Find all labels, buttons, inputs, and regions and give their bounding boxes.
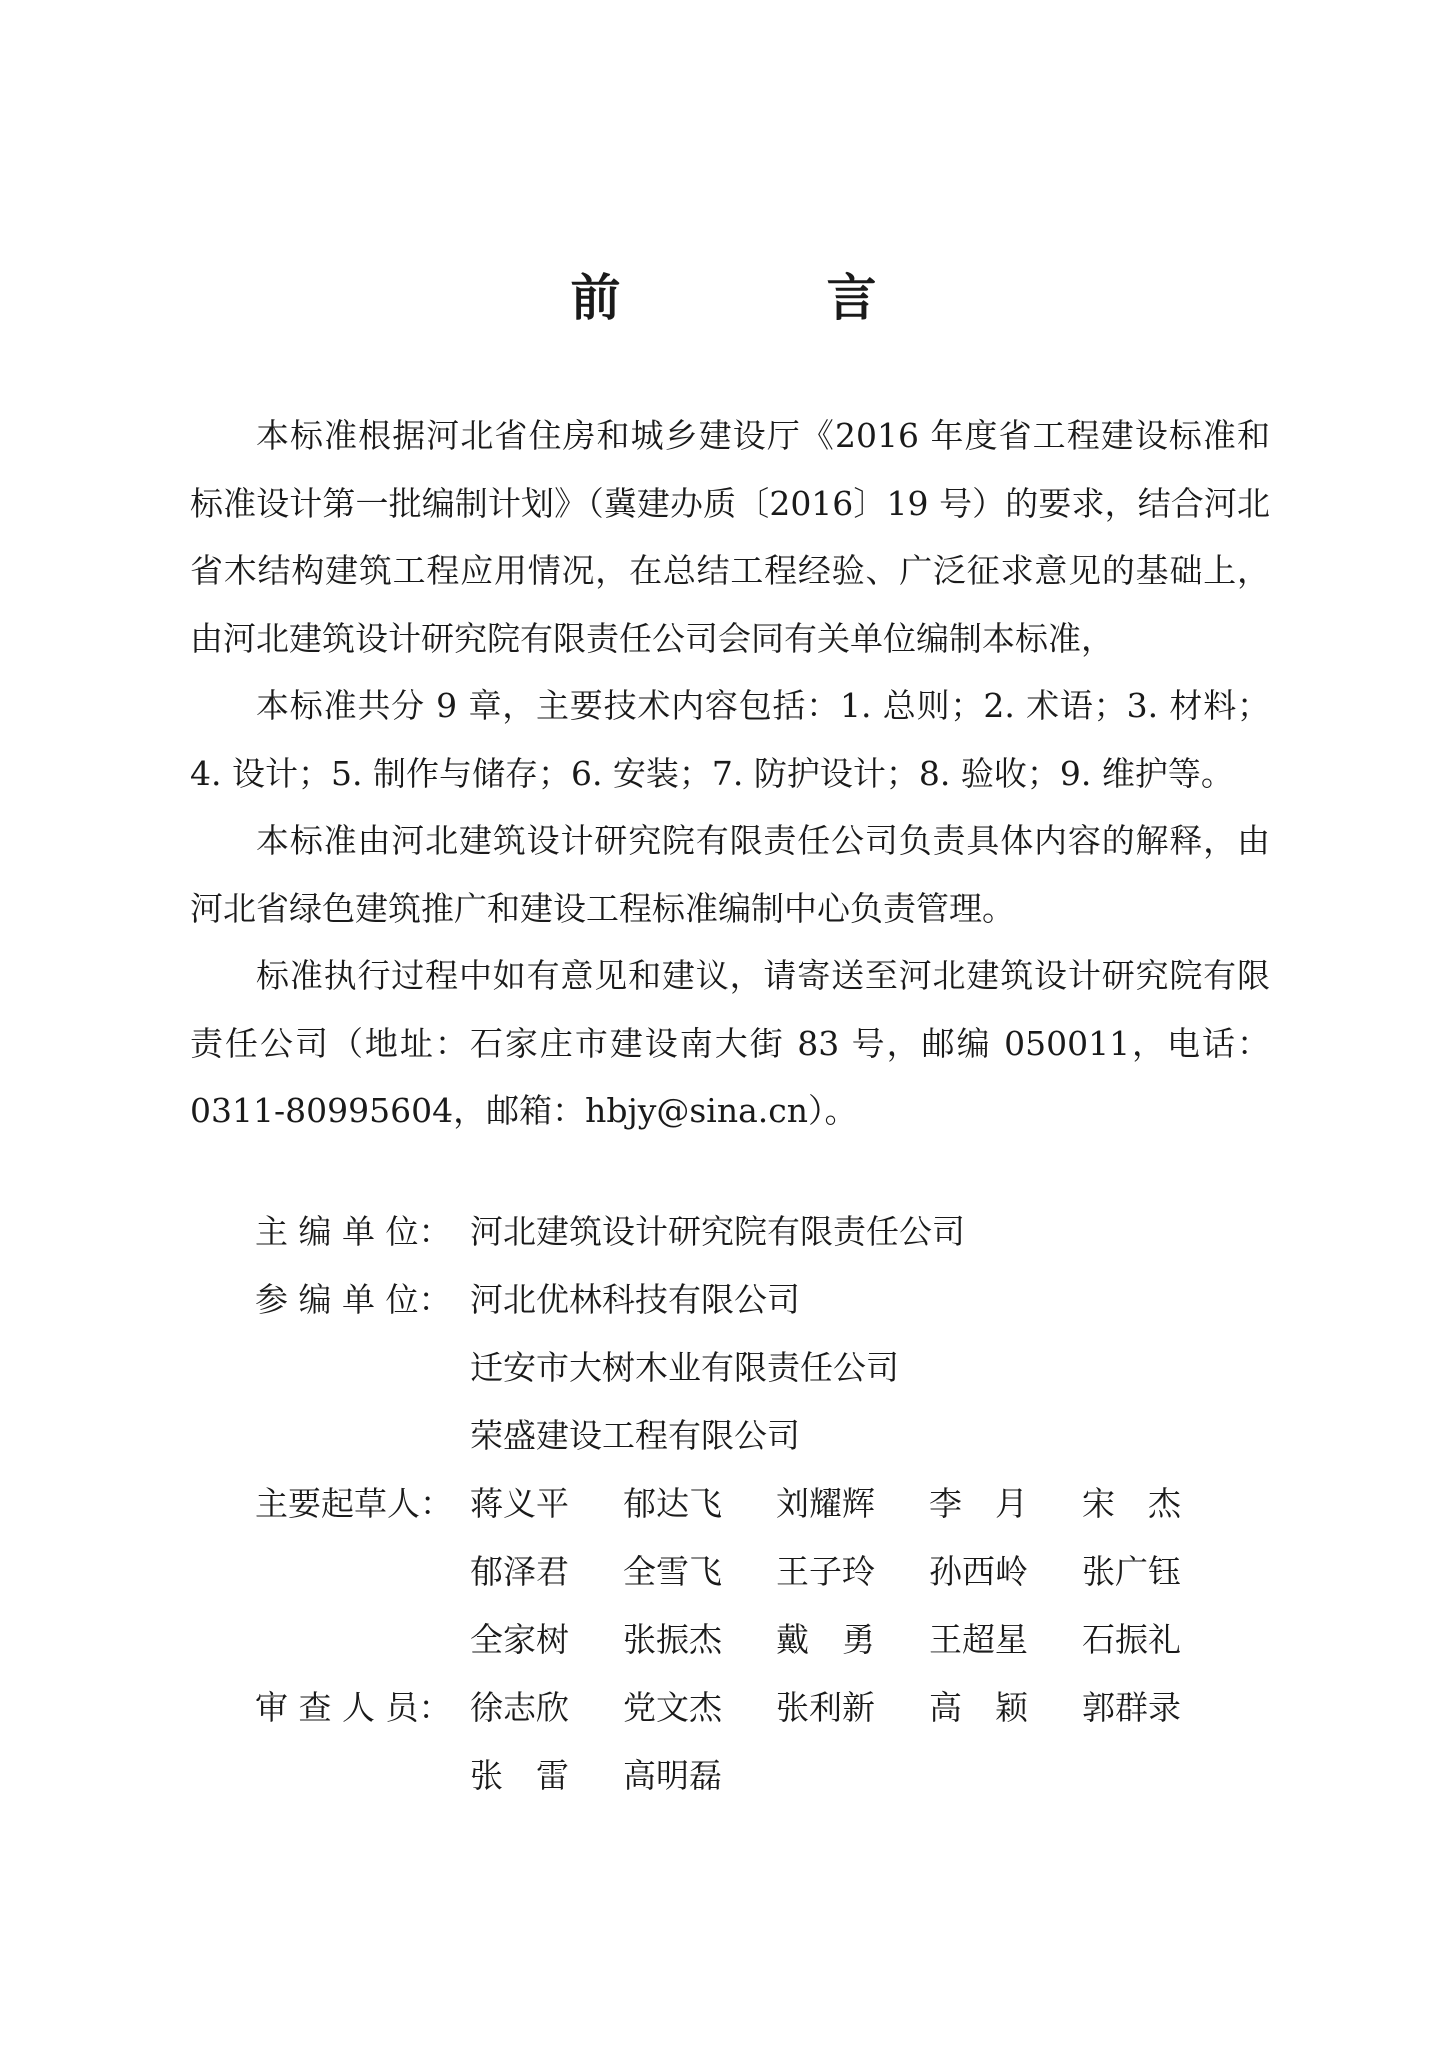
- credits-section: [255, 1198, 1275, 1810]
- drafter-name: 蒋义平: [470, 1484, 569, 1523]
- preface-paragraph-3: 本标准由河北建筑设计研究院有限责任公司负责具体内容的解释，由河北省绿色建筑推广和建设工程标准编制中心负责管理。: [190, 821, 1270, 928]
- reviewer-name: 高明磊: [623, 1756, 722, 1795]
- chief-unit-value: [470, 1198, 1275, 1266]
- participating-units-label: 参 编 单 位：: [255, 1280, 452, 1319]
- chief-unit-name: 河北建筑设计研究院有限责任公司: [470, 1212, 965, 1251]
- drafter-name: 张广钰: [1082, 1552, 1181, 1591]
- drafter-name: 张振杰: [623, 1620, 722, 1659]
- reviewers-list: [470, 1674, 1275, 1810]
- drafter-name: 刘耀辉: [776, 1484, 875, 1523]
- reviewer-name: 郭群录: [1082, 1688, 1181, 1727]
- reviewer-name: 党文杰: [623, 1688, 722, 1727]
- reviewer-name: 张 雷: [470, 1756, 569, 1795]
- drafter-name: 全雪飞: [623, 1552, 722, 1591]
- page-title: 前 言: [570, 268, 955, 327]
- drafter-name: 宋 杰: [1082, 1484, 1181, 1523]
- reviewer-name: 高 颖: [929, 1688, 1028, 1727]
- drafter-name: 孙西岭: [929, 1552, 1028, 1591]
- drafter-name: 郁泽君: [470, 1552, 569, 1591]
- drafter-name: 全家树: [470, 1620, 569, 1659]
- preface-paragraph-1: 本标准根据河北省住房和城乡建设厅《2016 年度省工程建设标准和标准设计第一批编制计划》（冀建办质〔2016〕19 号）的要求，结合河北省木结构建筑工程应用情况，在总结工程经验、广泛征求意见的基础上，由河北建筑设计研究院有限责任公司会同有关单位编制本标准，: [190, 416, 1270, 658]
- drafter-name: 王子玲: [776, 1552, 875, 1591]
- reviewer-name: 张利新: [776, 1688, 875, 1727]
- preface-body: [190, 402, 1270, 1145]
- drafter-name: 李 月: [929, 1484, 1028, 1523]
- drafter-name: 郁达飞: [623, 1484, 722, 1523]
- participating-unit: 荣盛建设工程有限公司: [470, 1416, 800, 1455]
- participating-unit: 迁安市大树木业有限责任公司: [470, 1348, 899, 1387]
- drafters-row: [255, 1470, 1275, 1674]
- chief-unit-row: [255, 1198, 1275, 1266]
- reviewers-label: 审 查 人 员：: [255, 1688, 452, 1727]
- reviewers-row: [255, 1674, 1275, 1810]
- preface-paragraph-4: 标准执行过程中如有意见和建议，请寄送至河北建筑设计研究院有限责任公司（地址：石家庄市建设南大街 83 号，邮编 050011，电话：0311-80995604，邮箱：hbjy@sina.cn）。: [190, 956, 1270, 1130]
- drafter-name: 戴 勇: [776, 1620, 875, 1659]
- participating-units-row: [255, 1266, 1275, 1470]
- drafters-list: [470, 1470, 1275, 1674]
- drafter-name: 王超星: [929, 1620, 1028, 1659]
- preface-paragraph-2: 本标准共分 9 章，主要技术内容包括：1. 总则；2. 术语；3. 材料；4. 设计；5. 制作与储存；6. 安装；7. 防护设计；8. 验收；9. 维护等。: [190, 686, 1270, 793]
- reviewer-name: 徐志欣: [470, 1688, 569, 1727]
- participating-units-list: [470, 1266, 1275, 1470]
- drafters-label: 主要起草人：: [255, 1484, 453, 1523]
- drafter-name: 石振礼: [1082, 1620, 1181, 1659]
- participating-unit: 河北优林科技有限公司: [470, 1280, 800, 1319]
- chief-unit-label: 主 编 单 位：: [255, 1212, 452, 1251]
